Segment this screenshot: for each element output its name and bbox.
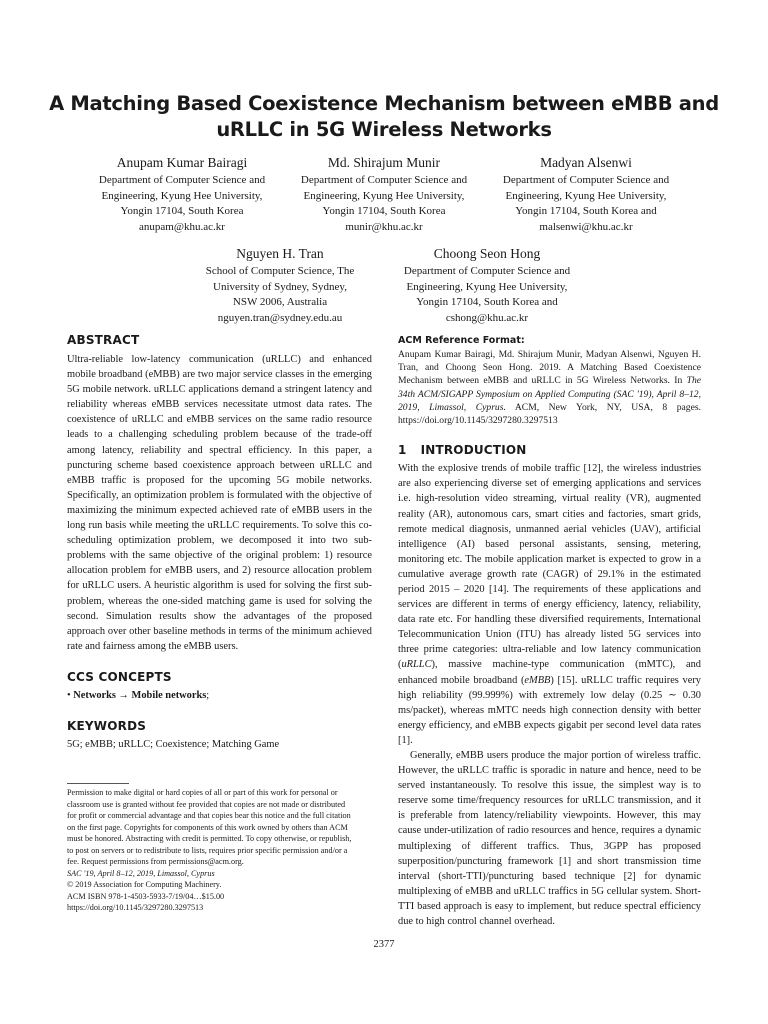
intro-paragraph-2: Generally, eMBB users produce the major portion of wireless traffic. However, the uRLLC traffic is sporadic in nature and hence, need to be served instantaneously. To resolve this issue, the simplest way is to reserve some time/frequency resources for uRLLC transmission, and it is preferable from latency/reliability viewpoints. However, this may cause under-utilization of radio resources and hence, requires a dynamic multiplexing of different traffics. Thus, 3GPP has proposed superposition/puncturing framework [1] and short transmission time interval (short-TTI)/puncturing based technique [2] for dynamic multiplexing of eMBB and uRLLC traffics in 5G cellular system. Short-TTI based approach is easy to implement, but reduce spectral efficiency due to high control channel overhead. (398, 750, 701, 928)
author-email[interactable]: nguyen.tran@sydney.edu.au (217, 311, 343, 324)
author-name: Choong Seon Hong (433, 246, 541, 261)
author-affiliation: Department of Computer Science and Engineering, Kyung Hee University, Yongin 17104, South Korea and malsenwi@khu.ac.kr (492, 173, 680, 235)
keywords-heading: KEYWORDS (67, 718, 147, 733)
ccs-concept: Networks → Mobile networks (73, 689, 207, 701)
author-name: Nguyen H. Tran (236, 246, 324, 261)
ccs-heading: CCS CONCEPTS (67, 669, 172, 684)
keywords-text: 5G; eMBB; uRLLC; Coexistence; Matching Game (67, 738, 280, 750)
author-affiliation: Department of Computer Science and Engineering, Kyung Hee University, Yongin 17104, South Korea munir@khu.ac.kr (290, 173, 478, 235)
acm-ref-text: Anupam Kumar Bairagi, Md. Shirajum Munir, Madyan Alsenwi, Nguyen H. Tran, and Choong Seon Hong. 2019. A Matching Based Coexistence Mechanism between eMBB and uRLLC in 5G Wireless Networks. In The 34th ACM/SIGAPP Symposium on Applied Computing (SAC '19), April 8–12, 2019, Limassol, Cyprus. ACM, New York, NY, USA, 8 pages. https://doi.org/10.1145/3297280.3297513 (398, 349, 701, 427)
author-card (186, 244, 374, 326)
author-email[interactable]: munir@khu.ac.kr (345, 220, 423, 233)
author-name: Anupam Kumar Bairagi (116, 155, 248, 170)
conference-info: SAC '19, April 8–12, 2019, Limassol, Cyprus (67, 868, 215, 878)
right-column (398, 335, 701, 929)
abstract-text: Ultra-reliable low-latency communication (uRLLC) and enhanced mobile broadband (eMBB) are two major service classes in the emerging 5G mobile network. uRLLC applications demand a stringent latency and reliability whereas eMBB services necessitate utmost data rates. The coexistence of uRLLC and eMBB services on the same radio resource leads to a challenging scheduling problem because of the trade-off among latency, reliability and spectral efficiency. In this paper, a puncturing scheme based coexistence approach between uRLLC and eMBB traffic is proposed for the upcoming 5G mobile networks. Specifically, an optimization problem is formulated with the objective of maximizing the minimum expected achieved rate of eMBB users in the long run basis while meeting the uRLLC requirements. To solve this co-scheduling optimization problem, we decomposed it into two sub-problems with the same objective of the original problem: 1) resource allocation problem for eMBB users, and 2) resource allocation problem for uRLLC users. A heuristic algorithm is used for solving the first sub-problem, whereas the one-sided matching game is used for solving the second. Simulation results show the advantages of the proposed approach over other baseline methods in terms of the minimum achieved rate and fairness among the eMBB users. (67, 354, 372, 652)
abstract-heading: ABSTRACT (67, 333, 140, 347)
author-card (88, 153, 276, 235)
acm-ref-heading: ACM Reference Format: (398, 335, 525, 346)
footnote-rule (67, 783, 129, 784)
author-affiliation: Department of Computer Science and Engineering, Kyung Hee University, Yongin 17104, South Korea and cshong@khu.ac.kr (393, 264, 581, 326)
page-number: 2377 (373, 939, 395, 950)
author-affiliation: School of Computer Science, The University of Sydney, Sydney, NSW 2006, Australia nguyen.tran@sydney.edu.au (186, 264, 374, 326)
author-name: Md. Shirajum Munir (327, 155, 441, 170)
author-card (393, 244, 581, 326)
permission-block: Permission to make digital or hard copies of all or part of this work for personal or classroom use is granted without fee provided that copies are not made or distributed for profit or commercial advantage and that copies bear this notice and the full citation on the first page. Copyrights for components of this work owned by others than ACM must be honored. Abstracting with credit is permitted. To copy otherwise, or republish, to post on servers or to redistribute to lists, requires prior specific permission and/or a fee. Request permissions from permissions@acm.org. SAC '19, April 8–12, 2019, Limassol, Cyprus © 2019 Association for Computing Machinery. ACM ISBN 978-1-4503-5933-7/19/04…$15.00 https://doi.org/10.1145/3297280.3297513 (67, 787, 377, 914)
author-email[interactable]: malsenwi@khu.ac.kr (539, 220, 633, 233)
ccs-concepts: • Networks → Mobile networks; (67, 689, 210, 701)
author-email[interactable]: cshong@khu.ac.kr (445, 311, 529, 324)
intro-heading: 1 INTRODUCTION (398, 443, 527, 458)
author-email[interactable]: anupam@khu.ac.kr (139, 220, 225, 233)
left-column (67, 333, 372, 752)
doi-link[interactable]: https://doi.org/10.1145/3297280.3297513 (67, 903, 204, 912)
intro-paragraph-1: With the explosive trends of mobile traffic [12], the wireless industries are also experiencing diverse set of emerging applications and services i.e. high-resolution video streaming, virtual reality (VR), augmented reality (AR), autonomous cars, smart cities and factories, smart grids, remote medical diagnosis, unmanned aerial vehicles (UAV), artificial intelligence (AI) based personal assistants, sensing, metering, monitoring etc. The mobile application market is expected to grow in a cumulative average growth rate (CAGR) of 29.1% in the estimated period 2015 – 2020 [14]. The requirements of these applications and services are different in terms of energy efficiency, latency, reliability, data rate etc. For handling these diversified requirements, International Telecommunication Union (ITU) has already listed 5G services into three prime categories: ultra-reliable and low latency communication (uRLLC), massive machine-type communication (mMTC), and enhanced mobile broadband (eMBB) [15]. uRLLC traffic requires very high reliability (99.999%) with extremely low delay (0.25 ∼ 0.30 ms/packet), whereas mMTC needs high connection density with better energy efficiency, and eMBB expects gigabit per second level data rates [1]. (398, 463, 701, 746)
author-affiliation: Department of Computer Science and Engineering, Kyung Hee University, Yongin 17104, South Korea anupam@khu.ac.kr (88, 173, 276, 235)
author-name: Madyan Alsenwi (540, 155, 632, 170)
author-card (290, 153, 478, 235)
paper-title: A Matching Based Coexistence Mechanism between eMBB and uRLLC in 5G Wireless Networks (49, 92, 719, 141)
author-card (492, 153, 680, 235)
